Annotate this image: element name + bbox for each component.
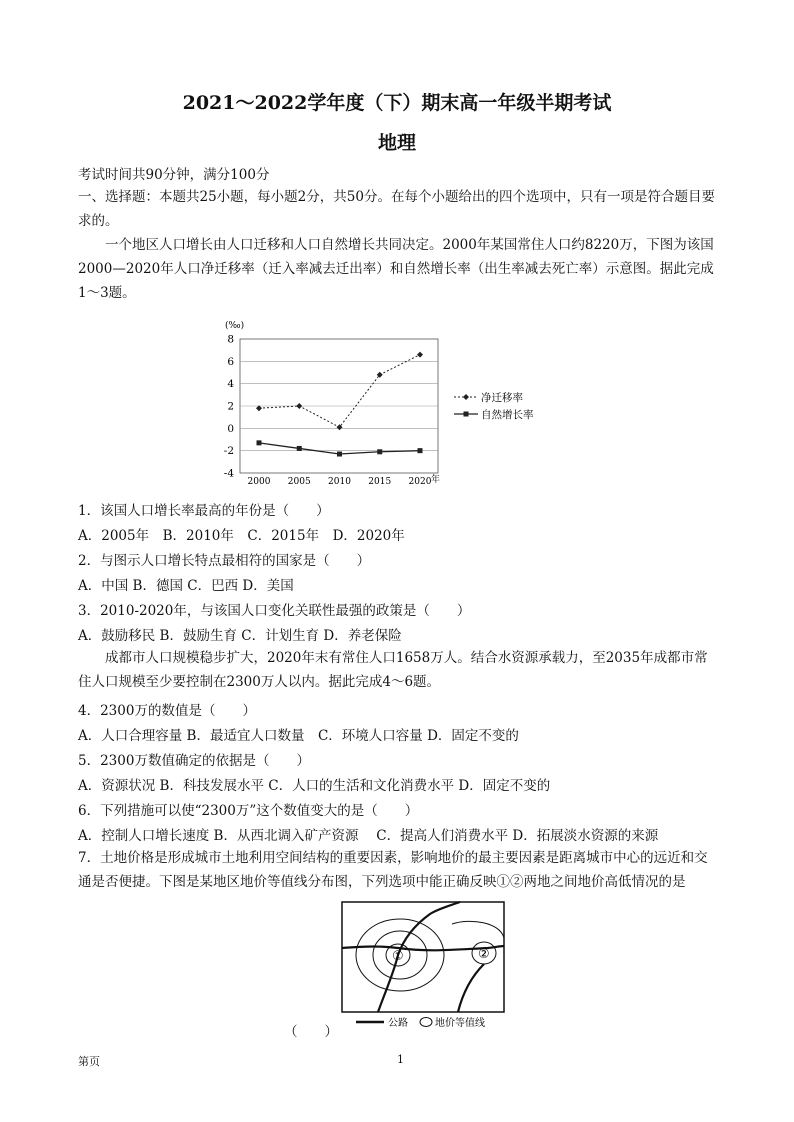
exam-title: 2021～2022学年度（下）期末高一年级半期考试 <box>182 92 612 114</box>
land-price-map <box>338 900 518 1030</box>
q6-options: A．控制人口增长速度 B．从西北调入矿产资源 C．提高人们消费水平 D．拓展淡水资源的来源 <box>78 828 659 844</box>
y-tick-label: 0 <box>227 422 234 435</box>
site-2-label: ② <box>478 947 490 962</box>
q4-options: A．人口合理容量 B．最适宜人口数量 C．环境人口容量 D．固定不变的 <box>78 728 519 744</box>
data-point-natural-growth <box>297 446 302 451</box>
footer-page-number: 1 <box>397 1053 404 1066</box>
x-tick-label: 2000 <box>247 477 271 487</box>
chart-ylabel: (‰) <box>225 321 245 331</box>
chart-xlabel: 年 <box>431 475 441 485</box>
subject-title: 地理 <box>377 132 416 154</box>
legend-natural-growth: 自然增长率 <box>481 409 534 421</box>
y-tick-label: -4 <box>223 467 234 480</box>
q5-stem: 5．2300万数值确定的依据是（ ） <box>78 753 310 769</box>
legend-contour: 地价等值线 <box>435 1018 485 1029</box>
y-tick-label: -2 <box>223 445 234 458</box>
data-point-natural-growth <box>377 449 382 454</box>
data-point-natural-growth <box>337 452 342 457</box>
x-tick-label: 2020 <box>408 477 432 487</box>
road-southeast <box>458 964 484 1012</box>
q3-options: A．鼓励移民 B．鼓励生育 C．计划生育 D．养老保险 <box>78 628 402 644</box>
series-line-0 <box>259 355 420 428</box>
section-intro: 一、选择题：本题共25小题，每小题2分，共50分。在每个小题给出的四个选项中，只有一项是符合题目要求的。 <box>78 189 715 229</box>
road-diagonal <box>378 902 460 1012</box>
data-point-natural-growth <box>418 448 423 453</box>
x-tick-label: 2010 <box>328 477 351 487</box>
exam-info: 考试时间共90分钟，满分100分 <box>78 167 270 183</box>
y-tick-label: 8 <box>227 333 234 346</box>
x-tick-label: 2005 <box>287 477 311 487</box>
q1-options: A．2005年 B．2010年 C．2015年 D．2020年 <box>78 528 405 544</box>
y-tick-label: 2 <box>227 400 234 413</box>
q1-stem: 1．该国人口增长率最高的年份是（ ） <box>78 503 330 519</box>
passage-1: 一个地区人口增长由人口迁移和人口自然增长共同决定。2000年某国常住人口约8220万，下图为该国2000—2020年人口净迁移率（迁入率减去迁出率）和自然增长率（出生率减去死亡率）示意图。据此完成1～3题。 <box>78 237 714 301</box>
legend-contour-symbol <box>420 1018 432 1027</box>
q6-stem: 6．下列措施可以使“2300万”这个数值变大的是（ ） <box>78 803 419 819</box>
q2-options: A．中国 B．德国 C．巴西 D．美国 <box>78 578 294 594</box>
site-1-label: ① <box>392 949 404 964</box>
y-tick-label: 6 <box>227 355 234 368</box>
q5-options: A．资源状况 B．科技发展水平 C．人口的生活和文化消费水平 D．固定不变的 <box>78 778 551 794</box>
q3-stem: 3．2010-2020年，与该国人口变化关联性最强的政策是（ ） <box>78 603 471 619</box>
footer-page-label: 第页 <box>78 1055 100 1068</box>
y-tick-label: 4 <box>227 378 234 391</box>
passage-2: 成都市人口规模稳步扩大，2020年末有常住人口1658万人。结合水资源承载力，至2035年成都市常住人口规模至少要控制在2300万人以内。据此完成4～6题。 <box>78 650 708 690</box>
q4-stem: 4．2300万的数值是（ ） <box>78 703 256 719</box>
q7-stem: 7．土地价格是形成城市土地利用空间结构的重要因素，影响地价的最主要因素是距离城市中心的远近和交通是否便捷。下图是某地区地价等值线分布图，下列选项中能正确反映①②两地之间地价高低情况的是 <box>78 850 708 890</box>
population-rate-chart <box>212 316 572 488</box>
q7-answer-blank: （ ） <box>284 1024 338 1040</box>
legend-net-migration: 净迁移率 <box>481 392 523 404</box>
x-tick-label: 2015 <box>368 477 392 487</box>
data-point-natural-growth <box>257 440 262 445</box>
data-point-net-migration <box>296 403 302 409</box>
legend-road: 公路 <box>388 1018 408 1029</box>
q2-stem: 2．与图示人口增长特点最相符的国家是（ ） <box>78 553 371 569</box>
data-point-net-migration <box>417 352 423 358</box>
